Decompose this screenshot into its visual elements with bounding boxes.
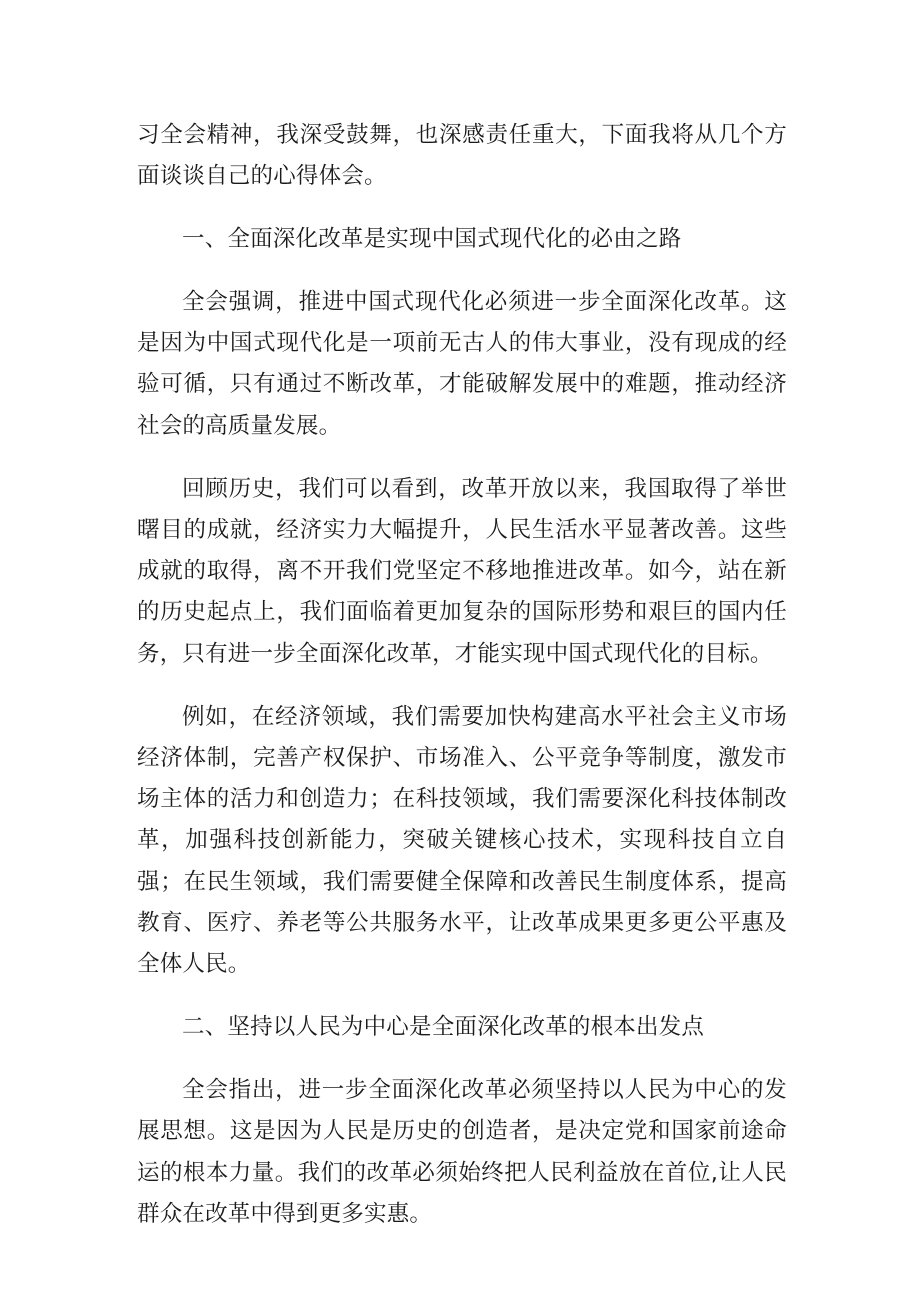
paragraph: 回顾历史，我们可以看到，改革开放以来，我国取得了举世曙目的成就，经济实力大幅提升，人民生活水平显著改善。这些成就的取得，离不开我们党坚定不移地推进改革。如今，站在新的历史起点上，我们面临着更加复杂的国际形势和艰巨的国内任务，只有进一步全面深化改革，才能实现中国式现代化的目标。 [137, 475, 787, 667]
paragraph: 例如，在经济领域，我们需要加快构建高水平社会主义市场经济体制，完善产权保护、市场准入、公平竞争等制度，激发市场主体的活力和创造力；在科技领域，我们需要深化科技体制改革，加强科技创新能力，突破关键核心技术，实现科技自立自强；在民生领域，我们需要健全保障和改善民生制度体系，提高教育、医疗、养老等公共服务水平，让改革成果更多更公平惠及全体人民。 [137, 703, 787, 978]
section-heading-1: 一、全面深化改革是实现中国式现代化的必由之路 [182, 226, 682, 253]
paragraph: 全会指出，进一步全面深化改革必须坚持以人民为中心的发展思想。这是因为人民是历史的创造者，是决定党和国家前途命运的根本力量。我们的改革必须始终把人民利益放在首位,让人民群众在改革中得到更多实惠。 [137, 1076, 787, 1227]
document-body [137, 115, 787, 1235]
section-heading-2: 二、坚持以人民为中心是全面深化改革的根本出发点 [182, 1014, 705, 1041]
paragraph: 全会强调，推进中国式现代化必须进一步全面深化改革。这是因为中国式现代化是一项前无古人的伟大事业，没有现成的经验可循，只有通过不断改革，才能破解发展中的难题，推动经济社会的高质量发展。 [137, 288, 787, 439]
paragraph-continued: 习全会精神，我深受鼓舞，也深感责任重大，下面我将从几个方面谈谈自己的心得体会。 [137, 122, 787, 190]
